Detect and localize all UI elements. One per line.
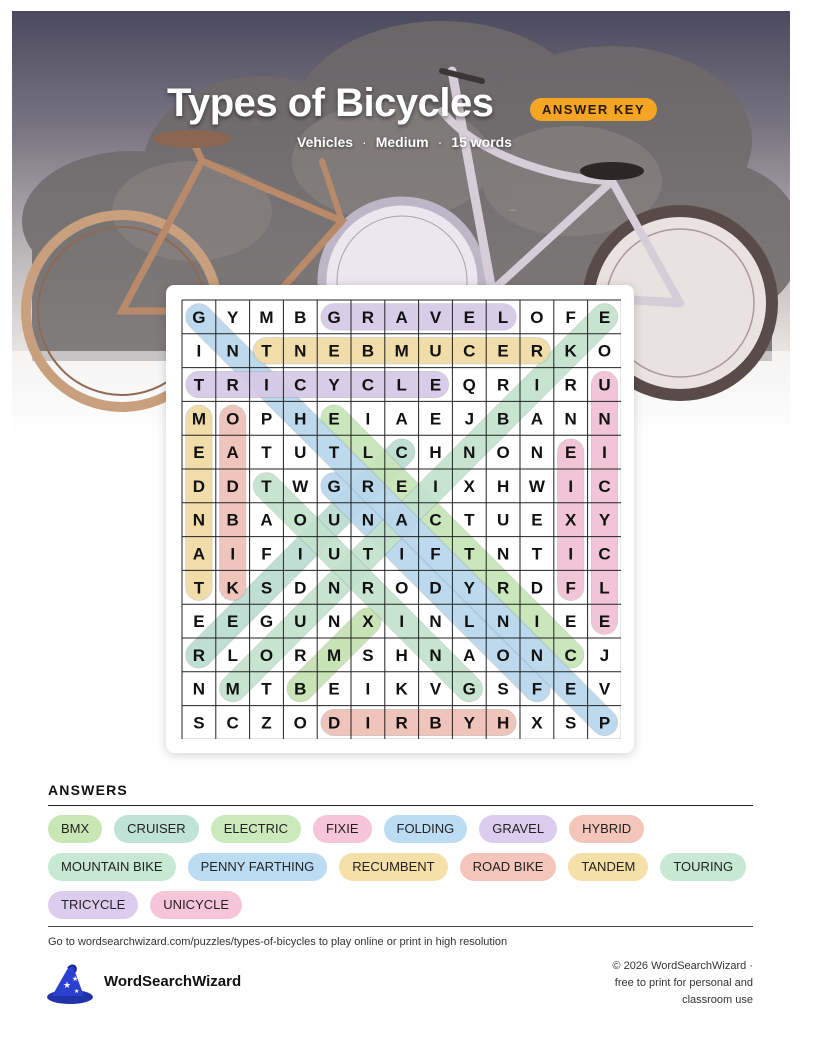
grid-letter[interactable]: B [226, 510, 239, 530]
answer-chip: TRICYCLE [48, 891, 138, 919]
grid-letter[interactable]: E [565, 612, 577, 632]
grid-letter[interactable]: S [362, 645, 374, 665]
grid-letter[interactable]: E [598, 612, 611, 632]
grid-letter[interactable]: P [598, 713, 611, 733]
grid-letter[interactable]: U [496, 510, 510, 530]
grid-letter[interactable]: N [192, 510, 206, 530]
grid-letter[interactable]: G [327, 307, 341, 327]
grid-letter[interactable]: E [193, 612, 205, 632]
grid-letter[interactable]: G [192, 307, 206, 327]
grid-letter[interactable]: D [226, 476, 239, 496]
grid-letter[interactable]: T [261, 443, 272, 463]
grid-letter[interactable]: B [294, 679, 307, 699]
footer-url-text[interactable]: Go to wordsearchwizard.com/puzzles/types-of-bicycles to play online or print in high resolution [48, 936, 508, 948]
grid-letter[interactable]: C [564, 645, 577, 665]
grid-letter[interactable]: N [327, 612, 341, 632]
grid-letter[interactable]: N [530, 645, 544, 665]
grid-letter[interactable]: E [497, 341, 509, 361]
wizard-hat-icon [46, 964, 94, 1006]
grid-letter[interactable]: E [328, 341, 340, 361]
word-search-grid[interactable] [181, 299, 621, 739]
grid-letter[interactable]: T [362, 544, 374, 564]
grid-letter[interactable]: I [399, 612, 405, 632]
grid-letter[interactable]: D [429, 578, 442, 598]
answer-chip: GRAVEL [479, 815, 557, 843]
grid-letter[interactable]: F [430, 544, 441, 564]
grid-letter[interactable]: E [328, 679, 340, 699]
difficulty-label: Medium [375, 134, 429, 150]
answer-chip: FOLDING [384, 815, 468, 843]
answer-chip: PENNY FARTHING [188, 853, 328, 881]
grid-letter[interactable]: H [496, 476, 510, 496]
answer-chip: TOURING [660, 853, 746, 881]
grid-letter[interactable]: S [565, 713, 577, 733]
answer-chip: ELECTRIC [211, 815, 301, 843]
grid-letter[interactable]: N [429, 612, 442, 632]
grid-letter[interactable]: B [429, 713, 442, 733]
grid-letter[interactable]: G [259, 612, 274, 632]
grid-letter[interactable]: Q [462, 375, 476, 395]
grid-letter[interactable]: L [497, 307, 509, 327]
grid-letter[interactable]: A [530, 409, 544, 429]
grid-letter[interactable]: M [259, 307, 274, 327]
grid-letter[interactable]: T [328, 443, 340, 463]
grid-letter[interactable]: T [261, 341, 272, 361]
grid-letter[interactable]: I [297, 544, 303, 564]
grid-letter[interactable]: F [261, 544, 272, 564]
category-label: Vehicles [297, 134, 354, 150]
grid-letter[interactable]: C [226, 713, 239, 733]
answer-list [48, 815, 768, 919]
grid-letter[interactable]: K [395, 679, 408, 699]
grid-letter[interactable]: E [565, 443, 577, 463]
grid-letter[interactable]: O [293, 713, 307, 733]
grid-letter[interactable]: I [230, 544, 236, 564]
svg-text:★: ★ [72, 976, 79, 983]
answer-chip: RECUMBENT [339, 853, 447, 881]
brand-name[interactable]: WordSearchWizard [104, 973, 242, 990]
grid-letter[interactable]: R [395, 713, 408, 733]
svg-text:★: ★ [74, 989, 80, 995]
grid-letter[interactable]: P [260, 409, 273, 429]
grid-letter[interactable]: L [227, 645, 238, 665]
grid-letter[interactable]: V [598, 679, 611, 699]
separator-dot: · [362, 134, 367, 150]
grid-letter[interactable]: X [463, 476, 475, 496]
grid-letter[interactable]: T [261, 476, 272, 496]
grid-letter[interactable]: J [464, 409, 475, 429]
grid-letter[interactable]: U [598, 375, 611, 395]
grid-letter[interactable]: E [463, 307, 475, 327]
grid-letter[interactable]: R [496, 375, 510, 395]
grid-letter[interactable]: T [531, 544, 543, 564]
grid-letter[interactable]: I [365, 679, 371, 699]
puzzle-meta [297, 134, 512, 150]
grid-letter[interactable]: N [226, 341, 239, 361]
grid-letter[interactable]: Y [598, 510, 611, 530]
grid-letter[interactable]: O [496, 645, 510, 665]
answer-chip: ROAD BIKE [460, 853, 557, 881]
grid-letter[interactable]: O [530, 307, 544, 327]
page-title: Types of Bicycles [167, 81, 494, 125]
separator-dot: · [437, 134, 443, 150]
grid-letter[interactable]: M [327, 645, 342, 665]
grid-letter[interactable]: A [226, 443, 239, 463]
grid-letter[interactable]: V [429, 679, 442, 699]
grid-letter[interactable]: L [464, 612, 475, 632]
grid-letter[interactable]: O [395, 578, 409, 598]
grid-letter[interactable]: H [429, 443, 442, 463]
grid-letter[interactable]: A [395, 409, 408, 429]
answers-heading: ANSWERS [48, 782, 128, 798]
grid-letter[interactable]: O [226, 409, 240, 429]
grid-letter[interactable]: I [568, 476, 574, 496]
grid-letter[interactable]: Y [463, 578, 475, 598]
grid-letter[interactable]: N [463, 443, 476, 463]
grid-letter[interactable]: T [261, 679, 272, 699]
grid-letter[interactable]: H [496, 713, 510, 733]
divider [48, 926, 753, 927]
grid-letter[interactable]: C [429, 510, 442, 530]
grid-letter[interactable]: N [294, 341, 307, 361]
grid-letter[interactable]: U [327, 510, 341, 530]
grid-letter[interactable]: A [463, 645, 476, 665]
grid-letter[interactable]: I [534, 612, 540, 632]
grid-letter[interactable]: U [294, 443, 307, 463]
grid-letter[interactable]: N [496, 612, 510, 632]
grid-letter[interactable]: R [361, 307, 375, 327]
grid-letter[interactable]: T [193, 578, 205, 598]
grid-letter[interactable]: F [565, 578, 576, 598]
grid-letter[interactable]: I [568, 544, 574, 564]
grid-letter[interactable]: R [192, 645, 206, 665]
answer-chip: BMX [48, 815, 102, 843]
grid-letter[interactable]: R [294, 645, 307, 665]
grid-letter[interactable]: N [192, 679, 206, 699]
copyright-text [560, 958, 753, 1009]
grid-letter[interactable]: A [192, 544, 206, 564]
grid-letter[interactable]: S [497, 679, 509, 699]
grid-letter[interactable]: C [294, 375, 307, 395]
grid-letter[interactable]: C [598, 476, 611, 496]
grid-letter[interactable]: O [293, 510, 307, 530]
grid-letter[interactable]: E [565, 679, 577, 699]
grid-letter[interactable]: R [226, 375, 239, 395]
grid-letter[interactable]: U [327, 544, 341, 564]
answer-chip: CRUISER [114, 815, 199, 843]
grid-letter[interactable]: L [396, 375, 407, 395]
grid-letter[interactable]: T [464, 510, 475, 530]
grid-letter[interactable]: Z [261, 713, 272, 733]
grid-letter[interactable]: R [496, 578, 510, 598]
grid-letter[interactable]: E [598, 307, 611, 327]
grid-letter[interactable]: B [294, 307, 307, 327]
grid-letter[interactable]: N [361, 510, 375, 530]
grid-letter[interactable]: X [362, 612, 374, 632]
grid-letter[interactable]: R [361, 476, 375, 496]
grid-letter[interactable]: W [292, 476, 309, 496]
grid-letter[interactable]: E [328, 409, 340, 429]
answer-chip: UNICYCLE [150, 891, 242, 919]
grid-letter[interactable]: V [429, 307, 442, 327]
grid-letter[interactable]: D [530, 578, 544, 598]
grid-letter[interactable]: Y [463, 713, 475, 733]
grid-letter[interactable]: S [193, 713, 205, 733]
grid-letter[interactable]: R [564, 375, 577, 395]
grid-letter[interactable]: I [602, 443, 607, 463]
grid-letter[interactable]: E [396, 476, 408, 496]
grid-letter[interactable]: O [259, 645, 274, 665]
grid-letter[interactable]: U [429, 341, 442, 361]
grid-letter[interactable]: E [531, 510, 543, 530]
grid-letter[interactable]: X [531, 713, 543, 733]
answer-chip: FIXIE [313, 815, 372, 843]
grid-letter[interactable]: B [496, 409, 510, 429]
grid-letter[interactable]: I [433, 476, 438, 496]
grid-letter[interactable]: D [192, 476, 206, 496]
grid-letter[interactable]: I [399, 544, 405, 564]
grid-letter[interactable]: F [531, 679, 543, 699]
copyright-line: classroom use [682, 994, 753, 1006]
grid-letter[interactable]: Y [227, 307, 239, 327]
grid-letter[interactable]: T [193, 375, 205, 395]
grid-letter[interactable]: D [327, 713, 341, 733]
grid-letter[interactable]: I [365, 713, 371, 733]
grid-letter[interactable]: E [429, 409, 442, 429]
grid-letter[interactable]: E [193, 443, 205, 463]
grid-letter[interactable]: B [361, 341, 375, 361]
grid-letter[interactable]: W [528, 476, 545, 496]
grid-letter[interactable]: N [564, 409, 577, 429]
grid-letter[interactable]: C [463, 341, 476, 361]
divider [48, 805, 753, 806]
grid-letter[interactable]: I [264, 375, 269, 395]
grid-letter[interactable]: C [598, 544, 611, 564]
grid-letter[interactable]: A [260, 510, 273, 530]
grid-letter[interactable]: J [599, 645, 610, 665]
grid-letter[interactable]: C [361, 375, 375, 395]
answer-key-badge: ANSWER KEY [530, 98, 657, 121]
answer-chip: MOUNTAIN BIKE [48, 853, 176, 881]
grid-letter[interactable]: H [294, 409, 307, 429]
grid-letter[interactable]: D [294, 578, 307, 598]
answer-chip: HYBRID [569, 815, 644, 843]
grid-letter[interactable]: N [327, 578, 341, 598]
grid-letter[interactable]: I [534, 375, 540, 395]
grid-letter[interactable]: L [599, 578, 610, 598]
word-count-label: 15 words [451, 134, 512, 150]
grid-letter[interactable]: K [226, 578, 239, 598]
grid-letter[interactable]: X [565, 510, 577, 530]
grid-letter[interactable]: R [530, 341, 544, 361]
grid-letter[interactable]: N [496, 544, 510, 564]
grid-letter[interactable]: O [496, 443, 510, 463]
grid-letter[interactable]: G [462, 679, 476, 699]
grid-letter[interactable]: G [327, 476, 341, 496]
grid-letter[interactable]: E [227, 612, 239, 632]
grid-letter[interactable]: E [429, 375, 442, 395]
grid-letter[interactable]: L [362, 443, 374, 463]
grid-letter[interactable]: I [196, 341, 202, 361]
answer-chip: TANDEM [568, 853, 648, 881]
grid-letter[interactable]: N [598, 409, 611, 429]
grid-letter[interactable]: O [597, 341, 612, 361]
grid-letter[interactable]: S [260, 578, 273, 598]
grid-letter[interactable]: H [395, 645, 408, 665]
grid-letter[interactable]: M [225, 679, 240, 699]
svg-text:★: ★ [63, 980, 72, 990]
grid-letter[interactable]: A [395, 307, 408, 327]
grid-letter[interactable]: F [565, 307, 576, 327]
grid-letter[interactable]: M [394, 341, 409, 361]
grid-letter[interactable]: Y [328, 375, 340, 395]
grid-letter[interactable]: C [395, 443, 408, 463]
grid-letter[interactable]: K [564, 341, 577, 361]
grid-letter[interactable]: U [294, 612, 307, 632]
grid-letter[interactable]: M [191, 409, 206, 429]
grid-letter[interactable]: T [464, 544, 475, 564]
copyright-line: free to print for personal and [614, 977, 753, 989]
grid-letter[interactable]: R [361, 578, 375, 598]
grid-letter[interactable]: A [395, 510, 408, 530]
grid-letter[interactable]: N [530, 443, 544, 463]
grid-letter[interactable]: I [365, 409, 371, 429]
grid-letter[interactable]: N [429, 645, 442, 665]
copyright-line: © 2026 WordSearchWizard · [612, 960, 753, 972]
